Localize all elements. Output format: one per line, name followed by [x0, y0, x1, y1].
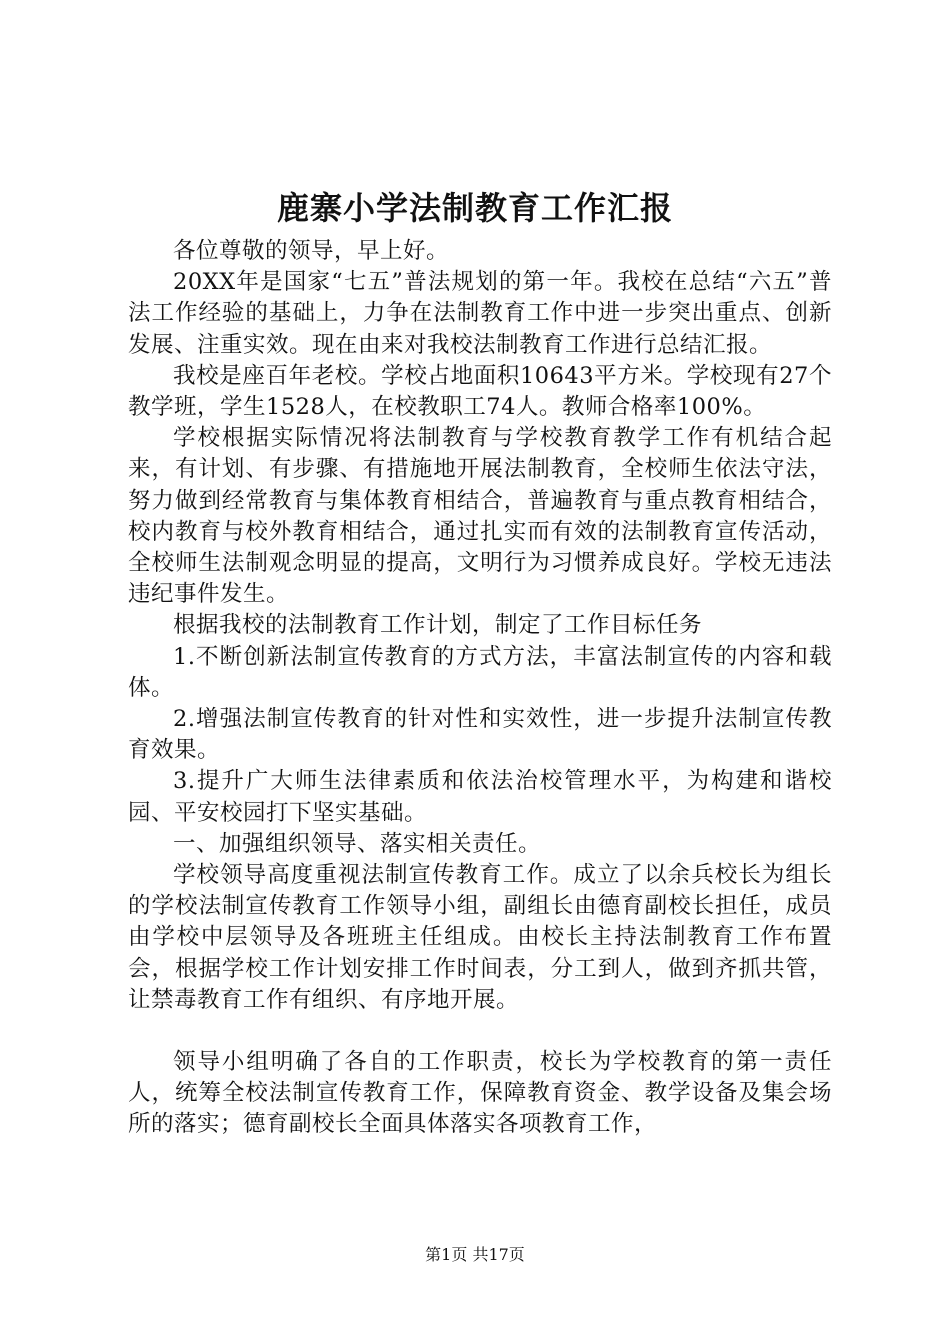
paragraph-leadership: 学校领导高度重视法制宣传教育工作。成立了以余兵校长为组长的学校法制宣传教育工作领导小组，副组长由德育副校长担任，成员由学校中层领导及各班班主任组成。由校长主持法制教育工作布置会，根据学校工作计划安排工作时间表，分工到人，做到齐抓共管，让禁毒教育工作有组织、有序地开展。 — [128, 862, 832, 1013]
paragraph-goals-intro: 根据我校的法制教育工作计划，制定了工作目标任务 — [173, 612, 703, 639]
paragraph-legal-education: 学校根据实际情况将法制教育与学校教育教学工作有机结合起来，有计划、有步骤、有措施地开展法制教育，全校师生依法守法，努力做到经常教育与集体教育相结合，普遍教育与重点教育相结合，校内教育与校外教育相结合，通过扎实而有效的法制教育宣传活动，全校师生法制观念明显的提高，文明行为习惯养成良好。学校无违法违纪事件发生。 — [128, 425, 832, 608]
document-body — [128, 236, 832, 1141]
paragraph-greeting: 各位尊敬的领导，早上好。 — [173, 238, 450, 264]
paragraph-intro: 20XX年是国家“七五”普法规划的第一年。我校在总结“六五”普法工作经验的基础上，力争在法制教育工作中进一步突出重点、创新发展、注重实效。现在由来对我校法制教育工作进行总结汇报。 — [128, 269, 832, 358]
page-footer: 第1页 共17页 — [425, 1245, 525, 1264]
paragraph-goal-3: 3.提升广大师生法律素质和依法治校管理水平，为构建和谐校园、平安校园打下坚实基础。 — [128, 768, 832, 826]
paragraph-goal-1: 1.不断创新法制宣传教育的方式方法，丰富法制宣传的内容和载体。 — [128, 643, 832, 701]
paragraph-goal-2: 2.增强法制宣传教育的针对性和实效性，进一步提升法制宣传教育效果。 — [128, 706, 832, 764]
document-title: 鹿寨小学法制教育工作汇报 — [276, 189, 673, 227]
paragraph-school-overview: 我校是座百年老校。学校占地面积10643平方米。学校现有27个教学班，学生1528人，在校教职工74人。教师合格率100%。 — [128, 362, 832, 421]
paragraph-responsibilities: 领导小组明确了各自的工作职责，校长为学校教育的第一责任人，统筹全校法制宣传教育工作，保障教育资金、教学设备及集会场所的落实；德育副校长全面具体落实各项教育工作， — [128, 1049, 832, 1138]
section-heading-1: 一、加强组织领导、落实相关责任。 — [173, 830, 542, 857]
